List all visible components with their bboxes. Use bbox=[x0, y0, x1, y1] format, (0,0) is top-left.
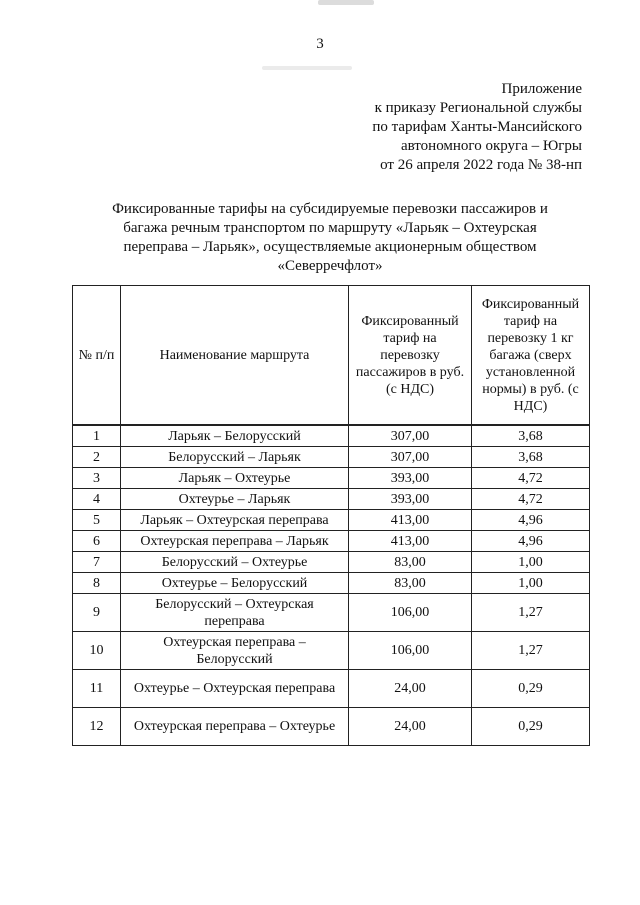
cell-baggage-tariff: 3,68 bbox=[472, 425, 590, 447]
cell-baggage-tariff: 1,00 bbox=[472, 573, 590, 594]
cell-passenger-tariff: 83,00 bbox=[349, 552, 472, 573]
cell-passenger-tariff: 24,00 bbox=[349, 708, 472, 746]
cell-baggage-tariff: 1,27 bbox=[472, 594, 590, 632]
table-row bbox=[73, 510, 590, 531]
table-header-row bbox=[73, 286, 590, 426]
table-row bbox=[73, 531, 590, 552]
cell-num: 7 bbox=[73, 552, 121, 573]
cell-num: 12 bbox=[73, 708, 121, 746]
table-row bbox=[73, 594, 590, 632]
cell-num: 5 bbox=[73, 510, 121, 531]
header-baggage-tariff: Фиксированный тариф на перевозку 1 кг багажа (сверх установленной нормы) в руб. (с НДС) bbox=[472, 286, 590, 426]
table-row bbox=[73, 708, 590, 746]
cell-passenger-tariff: 106,00 bbox=[349, 632, 472, 670]
header-route: Наименование маршрута bbox=[121, 286, 349, 426]
cell-route: Белорусский – Охтеурье bbox=[121, 552, 349, 573]
appendix-header bbox=[372, 80, 582, 175]
cell-num: 2 bbox=[73, 447, 121, 468]
cell-passenger-tariff: 106,00 bbox=[349, 594, 472, 632]
tariff-table-body bbox=[73, 425, 590, 746]
table-row bbox=[73, 468, 590, 489]
cell-route: Охтеурская переправа – Белорусский bbox=[121, 632, 349, 670]
cell-baggage-tariff: 1,27 bbox=[472, 632, 590, 670]
header-passenger-tariff: Фиксированный тариф на перевозку пассажиров в руб. (с НДС) bbox=[349, 286, 472, 426]
cell-num: 9 bbox=[73, 594, 121, 632]
cell-passenger-tariff: 393,00 bbox=[349, 468, 472, 489]
cell-passenger-tariff: 413,00 bbox=[349, 531, 472, 552]
cell-route: Охтеурье – Охтеурская переправа bbox=[121, 670, 349, 708]
table-row bbox=[73, 552, 590, 573]
cell-route: Охтеурье – Ларьяк bbox=[121, 489, 349, 510]
cell-baggage-tariff: 4,72 bbox=[472, 468, 590, 489]
table-row bbox=[73, 670, 590, 708]
cell-baggage-tariff: 4,96 bbox=[472, 510, 590, 531]
cell-baggage-tariff: 4,96 bbox=[472, 531, 590, 552]
appendix-line: к приказу Региональной службы bbox=[374, 100, 582, 116]
appendix-line: от 26 апреля 2022 года № 38-нп bbox=[380, 157, 582, 173]
table-row bbox=[73, 573, 590, 594]
cell-baggage-tariff: 1,00 bbox=[472, 552, 590, 573]
cell-route: Ларьяк – Охтеурская переправа bbox=[121, 510, 349, 531]
cell-passenger-tariff: 307,00 bbox=[349, 447, 472, 468]
cell-num: 1 bbox=[73, 425, 121, 447]
table-row bbox=[73, 489, 590, 510]
cell-route: Белорусский – Ларьяк bbox=[121, 447, 349, 468]
cell-passenger-tariff: 83,00 bbox=[349, 573, 472, 594]
table-row bbox=[73, 447, 590, 468]
cell-num: 8 bbox=[73, 573, 121, 594]
cell-route: Белорусский – Охтеурская переправа bbox=[121, 594, 349, 632]
cell-baggage-tariff: 0,29 bbox=[472, 670, 590, 708]
appendix-line: по тарифам Ханты-Мансийского bbox=[372, 119, 582, 135]
scan-artifact bbox=[262, 66, 352, 70]
cell-baggage-tariff: 0,29 bbox=[472, 708, 590, 746]
cell-passenger-tariff: 393,00 bbox=[349, 489, 472, 510]
cell-num: 10 bbox=[73, 632, 121, 670]
cell-num: 11 bbox=[73, 670, 121, 708]
scan-artifact bbox=[318, 0, 374, 5]
cell-route: Охтеурье – Белорусский bbox=[121, 573, 349, 594]
table-row bbox=[73, 425, 590, 447]
cell-route: Охтеурская переправа – Охтеурье bbox=[121, 708, 349, 746]
cell-route: Охтеурская переправа – Ларьяк bbox=[121, 531, 349, 552]
appendix-line: Приложение bbox=[501, 81, 582, 97]
cell-passenger-tariff: 413,00 bbox=[349, 510, 472, 531]
cell-route: Ларьяк – Белорусский bbox=[121, 425, 349, 447]
tariff-table bbox=[72, 285, 590, 746]
cell-route: Ларьяк – Охтеурье bbox=[121, 468, 349, 489]
cell-baggage-tariff: 4,72 bbox=[472, 489, 590, 510]
cell-num: 4 bbox=[73, 489, 121, 510]
document-title: Фиксированные тарифы на субсидируемые перевозки пассажиров и багажа речным транспортом по маршруту «Ларьяк – Охтеурская переправа – Ларьяк», осуществляемые акционерным обществом «Северречфлот» bbox=[112, 201, 548, 274]
table-row bbox=[73, 632, 590, 670]
cell-passenger-tariff: 24,00 bbox=[349, 670, 472, 708]
cell-passenger-tariff: 307,00 bbox=[349, 425, 472, 447]
cell-baggage-tariff: 3,68 bbox=[472, 447, 590, 468]
cell-num: 3 bbox=[73, 468, 121, 489]
page-number: 3 bbox=[316, 36, 324, 52]
cell-num: 6 bbox=[73, 531, 121, 552]
appendix-line: автономного округа – Югры bbox=[400, 138, 582, 154]
header-num: № п/п bbox=[73, 286, 121, 426]
